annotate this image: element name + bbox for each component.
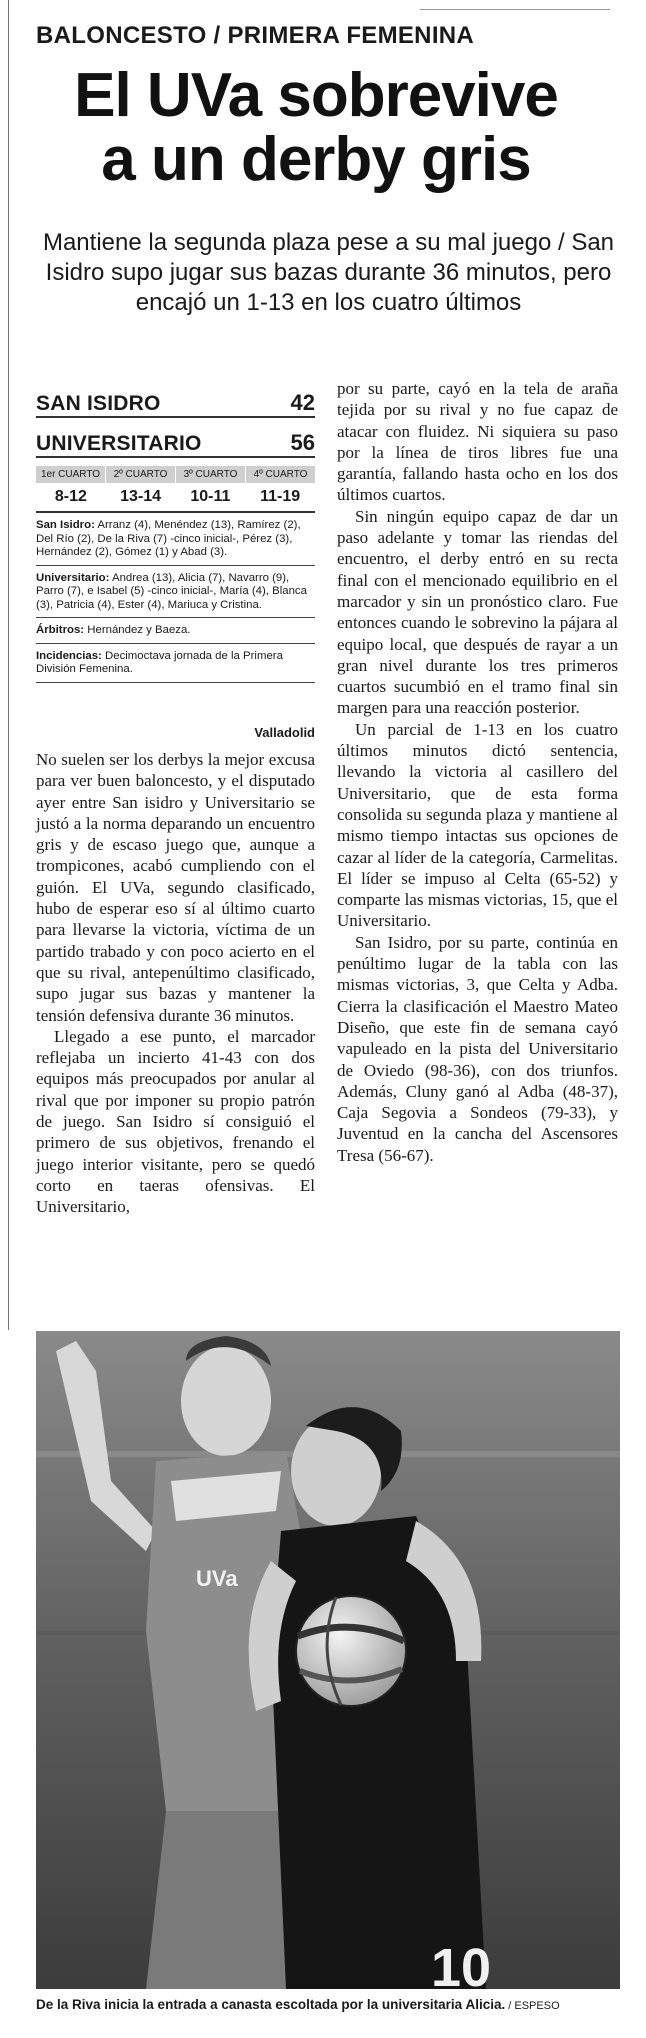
headline (36, 61, 596, 194)
lineup-text: Andrea (13), Alicia (7), Navarro (9), Parro (7), e Isabel (5) -cinco inicial-, María (4), Blanca (3), Patricia (4), Ester (4), Mariuca y Cristina. (36, 571, 307, 611)
column-rule (8, 0, 9, 1330)
quarter-label: 3º CUARTO (176, 466, 246, 483)
subheadline: Mantiene la segunda plaza pese a su mal juego / San Isidro supo jugar sus bazas durante 36 minutos, pero encajó un 1-13 en los cuatro últimos (42, 229, 615, 316)
quarter-score: 10-11 (190, 488, 231, 505)
headline-line-2: a un derby gris (101, 125, 531, 194)
lineup-universitario (36, 566, 315, 619)
body-paragraph: Llegado a ese punto, el marcador reflejaba un incierto 41-43 con dos equipos más preocupados por anular al rival que por imponer su propio patrón de juego. San Isidro sí consiguió el primero de sus objetivos, frenando el juego interior visitante, pero se quedó corto en taeras ofensivas. El Universitario, (36, 1026, 315, 1217)
team-name: UNIVERSITARIO (36, 432, 202, 455)
lineup-label: Universitario: (36, 571, 110, 584)
quarter-label: 1er CUARTO (36, 466, 106, 483)
incidents-text: Decimoctava jornada de la Primera División Femenina. (36, 649, 283, 675)
photo-caption (36, 1997, 620, 2012)
referees-text: Hernández y Baeza. (84, 624, 191, 636)
dateline: Valladolid (254, 725, 315, 740)
jersey-number: 10 (431, 1938, 492, 1989)
team-name: SAN ISIDRO (36, 392, 161, 415)
basketball (296, 1596, 406, 1706)
quarter-headers (36, 466, 315, 483)
caption-text: De la Riva inicia la entrada a canasta escoltada por la universitaria Alicia. (36, 1997, 506, 2012)
incidents (36, 644, 315, 683)
body-column-2 (337, 378, 618, 1166)
top-rule (420, 9, 610, 10)
lineup-label: San Isidro: (36, 519, 95, 531)
scoreboard (36, 378, 315, 683)
lineup-text: Arranz (4), Menéndez (13), Ramírez (2), Del Río (2), De la Riva (7) -cinco inicial-, Pérez (3), Hernández (2), Gómez (1) y Abad (3). (36, 519, 301, 558)
quarter-score: 11-19 (260, 488, 301, 505)
section-label: BALONCESTO / PRIMERA FEMENINA (36, 22, 475, 49)
photo-illustration (36, 1331, 620, 1989)
body-paragraph: por su parte, cayó en la tela de araña tejida por su rival y no fue capaz de atacar con fluidez. Ni siquiera su paso por la línea de tiros libres fue una garantía, fallando hasta ocho en los dos últimos cuartos. (337, 379, 618, 505)
lineup-san-isidro (36, 513, 315, 566)
team-points: 42 (290, 390, 315, 415)
body-paragraph: San Isidro, por su parte, continúa en penúltimo lugar de la tabla con las mismas victorias, 3, que Celta y Adba. Cierra la clasificación el Maestro Mateo Diseño, que este fin de semana cayó vapuleado en la pista del Universitario de Oviedo (98-36), con dos triunfos. Además, Cluny ganó al Adba (48-37), Caja Segovia a Sondeos (79-33), y Juventud en la cancha del Ascensores Tresa (56-67). (337, 932, 618, 1165)
body-column-1 (36, 725, 315, 1218)
jersey-text: UVa (196, 1566, 238, 1591)
referees (36, 618, 315, 644)
quarter-label: 2º CUARTO (106, 466, 176, 483)
body-paragraph: Sin ningún equipo capaz de dar un paso adelante y tomar las riendas del encuentro, el derby entró en su recta final con el mencionado equilibrio en el marcador y sin un pronóstico claro. Fue entonces cuando le sobrevino la pájara al equipo local, que después de rayar a un gran nivel durante los tres primeros cuartos sucumbió en el tramo final sin margen para una reacción posterior. (337, 506, 618, 718)
referees-label: Árbitros: (36, 624, 85, 636)
team-row-universitario (36, 418, 315, 458)
headline-line-1: El UVa sobrevive (74, 61, 558, 130)
quarter-score: 8-12 (54, 488, 87, 505)
team-points: 56 (290, 430, 315, 455)
body-paragraph: Un parcial de 1-13 en los cuatro últimos minutos dictó sentencia, llevando la victoria al casillero del Universitario, que de esta forma consolida su segunda plaza y mantiene al mismo tiempo intactas sus opciones de cazar al líder de la categoría, Carmelitas. El líder se impuso al Celta (65-52) y comparte las mismas victorias, 15, que el Universitario. (337, 719, 618, 931)
body-paragraph: No suelen ser los derbys la mejor excusa para ver buen baloncesto, y el disputado ayer entre San isidro y Universitario se justó a la norma deparando un encuentro gris y de escaso juego que, aunque a trompicones, acabó cumpliendo con el guión. El UVa, segundo clasificado, hubo de esperar eso sí al último cuarto para llevarse la victoria, víctima de un partido trabado y con poco acierto en el que su rival, antepenúltimo clasificado, supo jugar sus bazas y mantener la tensión defensiva durante 36 minutos. (36, 750, 315, 1025)
game-photo (36, 1331, 620, 1989)
photo-credit: / ESPESO (505, 2000, 560, 2012)
quarter-score: 13-14 (120, 488, 162, 505)
incidents-label: Incidencias: (36, 649, 102, 662)
quarter-scores (36, 483, 315, 513)
quarter-label: 4º CUARTO (253, 469, 308, 480)
team-row-san-isidro (36, 378, 315, 418)
